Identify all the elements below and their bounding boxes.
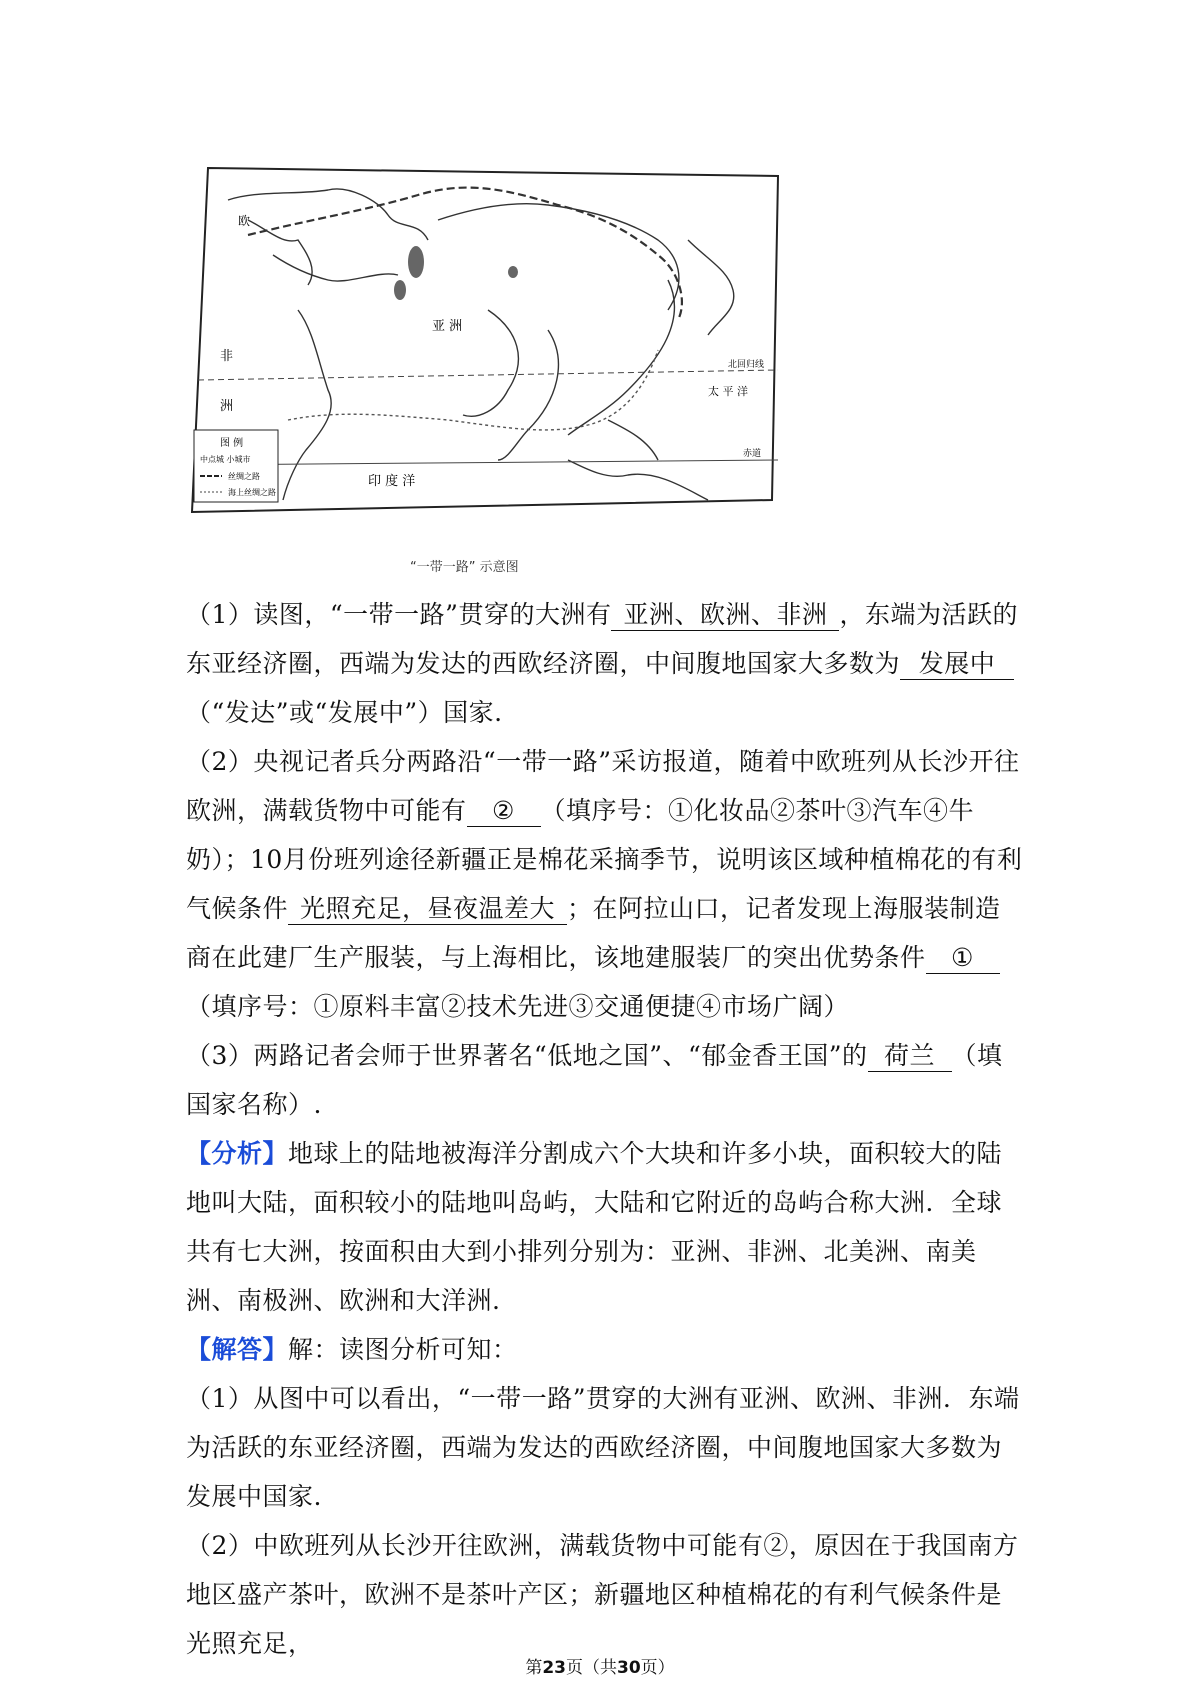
label-africa-2: 洲 — [220, 399, 234, 414]
label-equator: 赤道 — [743, 449, 762, 459]
page-footer — [0, 1653, 1200, 1678]
legend-row3: 海上丝绸之路 — [228, 488, 276, 497]
q3-post: （填国家名称）. — [186, 1041, 1003, 1119]
label-indian-ocean: 印 度 洋 — [368, 474, 416, 489]
footer-page-number: 23 — [542, 1658, 566, 1678]
q2-blank-3: ① — [926, 943, 1000, 974]
q1-blank-1: 亚洲、欧洲、非洲 — [611, 600, 839, 631]
label-pacific: 太 平 洋 — [708, 385, 748, 398]
label-tropic: 北回归线 — [728, 360, 765, 370]
answer-part-2: （2）中欧班列从长沙开往欧洲，满载货物中可能有②，原因在于我国南方地区盛产茶叶，欧洲不是茶叶产区；新疆地区种植棉花的有利气候条件是光照充足， — [186, 1531, 1019, 1658]
answer-part-1: （1）从图中可以看出，“一带一路”贯穿的大洲有亚洲、欧洲、非洲．东端为活跃的东亚经济圈，西端为发达的西欧经济圈，中间腹地国家大多数为发展中国家. — [186, 1384, 1020, 1511]
q2-mid-1: （填序号：①化妆品②茶叶③汽车④牛奶）；10月份班列途径新疆正是棉花采摘季节，说明该区域种植棉花的有利气候条件 — [186, 796, 1023, 923]
q2-post: （填序号：①原料丰富②技术先进③交通便捷④市场广阔） — [186, 992, 850, 1021]
q1-pre: （1）读图，“一带一路”贯穿的大洲有 — [186, 600, 612, 629]
footer-pre: 第 — [525, 1658, 543, 1678]
q2-blank-2: 光照充足，昼夜温差大 — [288, 894, 567, 925]
label-asia: 亚 洲 — [432, 319, 463, 334]
question-3 — [186, 1031, 1026, 1129]
q2-blank-1: ② — [467, 796, 541, 827]
analysis-text: 地球上的陆地被海洋分割成六个大块和许多小块，面积较大的陆地叫大陆，面积较小的陆地叫岛屿，大陆和它附近的岛屿合称大洲．全球共有七大洲，按面积由大到小排列分别为：亚洲、非洲、北美洲、南美洲、南极洲、欧洲和大洋洲. — [186, 1139, 1003, 1315]
answer-intro-text: 解：读图分析可知： — [288, 1335, 518, 1364]
q3-pre: （3）两路记者会师于世界著名“低地之国”、“郁金香王国”的 — [186, 1041, 868, 1070]
analysis — [186, 1129, 1026, 1325]
document-body — [186, 590, 1026, 1668]
footer-mid: 页（共 — [566, 1658, 617, 1678]
belt-road-map — [188, 160, 788, 554]
question-2 — [186, 737, 1026, 1031]
question-1 — [186, 590, 1026, 737]
legend-title: 图 例 — [220, 438, 244, 449]
answer-intro — [186, 1325, 1026, 1374]
q2-mid-2: ；在阿拉山口，记者发现上海服装制造商在此建厂生产服装，与上海相比，该地建服装厂的突出优势条件 — [186, 894, 1001, 972]
figure-caption: “一带一路” 示意图 — [410, 560, 519, 575]
q2-pre: （2）央视记者兵分两路沿“一带一路”采访报道，随着中欧班列从长沙开往欧洲，满载货物中可能有 — [186, 747, 1020, 825]
legend-row2: 丝绸之路 — [228, 472, 260, 481]
footer-total-pages: 30 — [617, 1658, 641, 1678]
q3-blank-1: 荷兰 — [868, 1041, 952, 1072]
analysis-tag: 【分析】 — [186, 1139, 289, 1168]
q1-blank-2: 发展中 — [900, 649, 1014, 680]
answer-tag: 【解答】 — [186, 1335, 289, 1364]
label-europe: 欧 — [238, 214, 251, 228]
legend-row1: 中点城 小城市 — [200, 455, 251, 464]
footer-post: 页） — [640, 1658, 675, 1678]
q1-mid: ，东端为活跃的东亚经济圈，西端为发达的西欧经济圈，中间腹地国家大多数为 — [186, 600, 1018, 678]
map-legend — [194, 430, 278, 502]
q1-post: （“发达”或“发展中”）国家. — [186, 698, 503, 727]
label-africa-1: 非 — [220, 349, 234, 364]
